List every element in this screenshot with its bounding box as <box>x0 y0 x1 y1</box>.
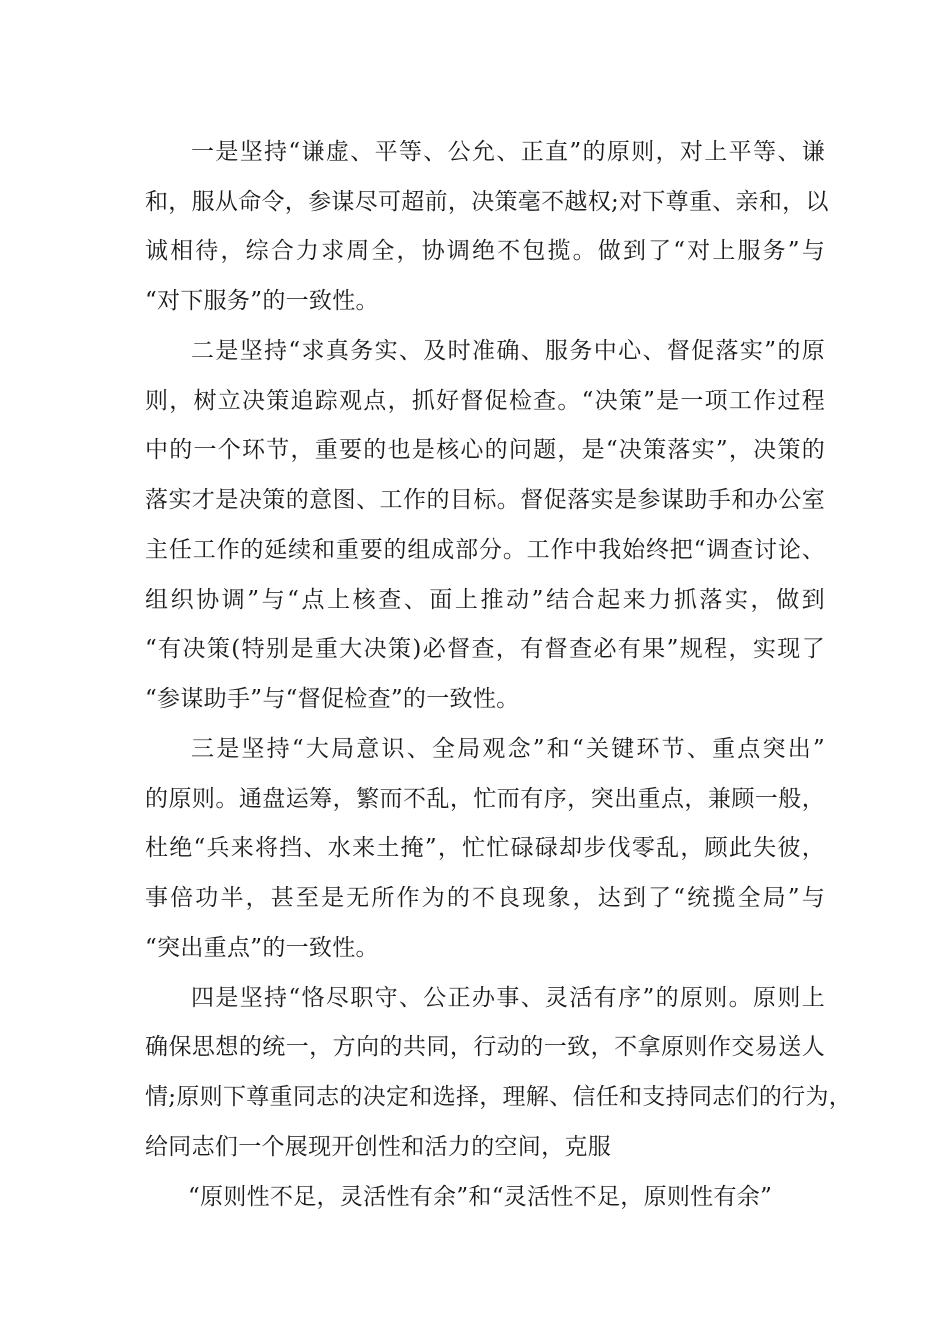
paragraph-2-line-5: 主任工作的延续和重要的组成部分。工作中我始终把“调查讨论、 <box>145 537 825 563</box>
paragraph-2-line-8: “参谋助手”与“督促检查”的一致性。 <box>145 686 520 712</box>
paragraph-4-line-3: 情;原则下尊重同志的决定和选择，理解、信任和支持同志们的行为， <box>145 1084 853 1110</box>
paragraph-1-line-4: “对下服务”的一致性。 <box>145 288 379 314</box>
paragraph-1-line-3: 诚相待，综合力求周全，协调绝不包揽。做到了“对上服务”与 <box>145 238 825 264</box>
paragraph-3-line-4: 事倍功半，甚至是无所作为的不良现象，达到了“统揽全局”与 <box>145 885 825 911</box>
paragraph-2-line-6: 组织协调”与“点上核查、面上推动”结合起来力抓落实，做到 <box>145 587 825 613</box>
paragraph-2-line-3: 中的一个环节，重要的也是核心的问题，是“决策落实”，决策的 <box>145 437 825 463</box>
paragraph-3-line-2: 的原则。通盘运筹，繁而不乱，忙而有序，突出重点，兼顾一般， <box>145 786 825 812</box>
paragraph-2-line-7: “有决策(特别是重大决策)必督查，有督查必有果”规程，实现了 <box>145 636 825 662</box>
paragraph-4-line-4: 给同志们一个展现开创性和活力的空间，克服 <box>145 1134 611 1160</box>
paragraph-4-line-1: 四是坚持“恪尽职守、公正办事、灵活有序”的原则。原则上 <box>191 985 825 1011</box>
paragraph-1-line-2: 和，服从命令，参谋尽可超前，决策毫不越权;对下尊重、亲和，以 <box>145 189 829 215</box>
paragraph-2-line-1: 二是坚持“求真务实、及时准确、服务中心、督促落实”的原 <box>191 338 825 364</box>
paragraph-5-line-1: “原则性不足，灵活性有余”和“灵活性不足，原则性有余” <box>188 1184 773 1210</box>
paragraph-4-line-2: 确保思想的统一，方向的共同，行动的一致，不拿原则作交易送人 <box>145 1034 825 1060</box>
paragraph-2-line-2: 则，树立决策追踪观点，抓好督促检查。“决策”是一项工作过程 <box>145 388 825 414</box>
paragraph-1-line-1: 一是坚持“谦虚、平等、公允、正直”的原则，对上平等、谦 <box>191 139 825 165</box>
paragraph-2-line-4: 落实才是决策的意图、工作的目标。督促落实是参谋助手和办公室 <box>145 487 825 513</box>
paragraph-3-line-3: 杜绝“兵来将挡、水来土掩”，忙忙碌碌却步伐零乱，顾此失彼， <box>145 835 825 861</box>
paragraph-3-line-5: “突出重点”的一致性。 <box>145 935 379 961</box>
paragraph-3-line-1: 三是坚持“大局意识、全局观念”和“关键环节、重点突出” <box>191 736 825 762</box>
